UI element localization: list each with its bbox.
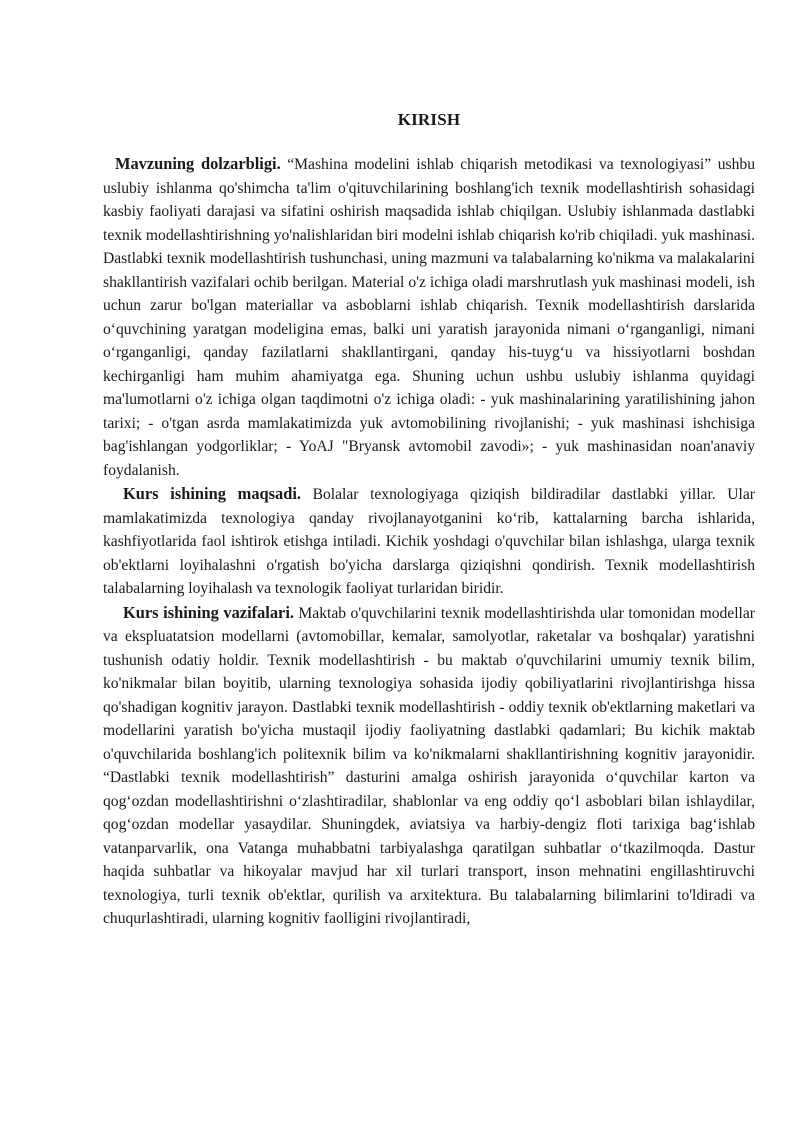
paragraph-body-tasks: Maktab o'quvchilarini texnik modellashtirishda ular tomonidan modellar va ekspluatatsion modellarni (avtomobillar, kemalar, samolyotlar, raketalar va boshqalar) yaratishni tushunish odatiy holdir. Texnik modellashtirish - bu maktab o'quvchilarini umumiy texnik bilim, ko'nikmalar bilan boyitib, ularning texnologiya sohasida ijodiy qobiliyatlarini rivojlantirishga hissa qo'shadigan kognitiv jarayon. Dastlabki texnik modellashtirish - oddiy texnik ob'ektlarning maketlari va modellarini yaratish bo'yicha mustaqil ijodiy faoliyatning dastlabki qadamlari; Bu kichik maktab o'quvchilarida boshlang'ich politexnik bilim va ko'nikmalarni shakllantirishning kognitiv jarayonidir. “Dastlabki texnik modellashtirish” dasturini amalga oshirish jarayonida o‘quvchilar karton va qog‘ozdan modellashtirishni o‘zlashtiradilar, shablonlar va eng oddiy qo‘l asboblari bilan ishlaydilar, qog‘ozdan modellar yasaydilar. Shuningdek, aviatsiya va harbiy-dengiz floti tarixiga bag‘ishlab vatanparvarlik, ona Vatanga muhabbatni tarbiyalashga qaratilgan suhbatlar o‘tkazilmoqda. Dastur haqida suhbatlar va hikoyalar mavjud har xil turlari transport, inson mehnatini engillashtiruvchi texnologiya, turli texnik ob'ektlar, qurilish va arxitektura. Bu talabalarning bilimlarini to'ldiradi va chuqurlashtiradi, ularning kognitiv faolligini rivojlantiradi,	[103, 604, 755, 927]
document-page	[103, 110, 755, 931]
paragraph-heading-relevance: Mavzuning dolzarbligi.	[115, 154, 281, 173]
paragraph-body-goal: Bolalar texnologiyaga qiziqish bildiradilar dastlabki yillar. Ular mamlakatimizda texnologiya qanday rivojlanayotganini ko‘rib, kattalarning barcha ishlarida, kashfiyotlarida faol ishtirok etishga intiladi. Kichik yoshdagi o'quvchilar bilan ishlashga, ularga texnik ob'ektlarni loyihalashni o'rgatish bo'yicha darslarga qiziqishni qondirish. Texnik modellashtirish talabalarning loyihalash va texnologik faoliyat turlaridan biridir.	[103, 486, 755, 597]
paragraph-relevance	[103, 152, 755, 482]
paragraph-goal	[103, 482, 755, 601]
page-title: KIRISH	[397, 110, 461, 129]
paragraph-tasks	[103, 601, 755, 931]
paragraph-heading-goal: Kurs ishining maqsadi.	[123, 484, 301, 503]
paragraph-body-relevance: “Mashina modelini ishlab chiqarish metodikasi va texnologiyasi” ushbu uslubiy ishlanma qo'shimcha ta'lim o'qituvchilarining boshlang'ich texnik modellashtirish sohasidagi kasbiy faoliyati darajasi va sifatini oshirish maqsadida ishlab chiqilgan. Uslubiy ishlanmada dastlabki texnik modellashtirishning yo'nalishlaridan biri modelni ishlab chiqarish ko'rib chiqiladi. yuk mashinasi. Dastlabki texnik modellashtirish tushunchasi, uning mazmuni va talabalarning ko'nikma va malakalarini shakllantirish vazifalari ochib berilgan. Material o'z ichiga oladi marshrutlash yuk mashinasi modeli, ish uchun zarur bo'lgan materiallar va asboblarni ishlab chiqarish. Texnik modellashtirish darslarida o‘quvchining yaratgan modeligina emas, balki uni yaratish jarayonida nimani o‘rganganligi, nimani o‘rganganligi, qanday fazilatlarni shakllantirgani, qanday his-tuyg‘u va hissiyotlarni boshdan kechirganligi ham muhim ahamiyatga ega. Shuning uchun ushbu uslubiy ishlanma quyidagi ma'lumotlarni o'z ichiga olgan taqdimotni o'z ichiga oladi: - yuk mashinalarining yaratilishining jahon tarixi; - o'tgan asrda mamlakatimizda yuk avtomobilining rivojlanishi; - yuk mashinasi ishchisiga bag'ishlangan yodgorliklar; - YoAJ "Bryansk avtomobil zavodi»; - yuk mashinasidan noan'anaviy foydalanish.	[103, 156, 755, 479]
paragraph-heading-tasks: Kurs ishining vazifalari.	[123, 602, 294, 622]
